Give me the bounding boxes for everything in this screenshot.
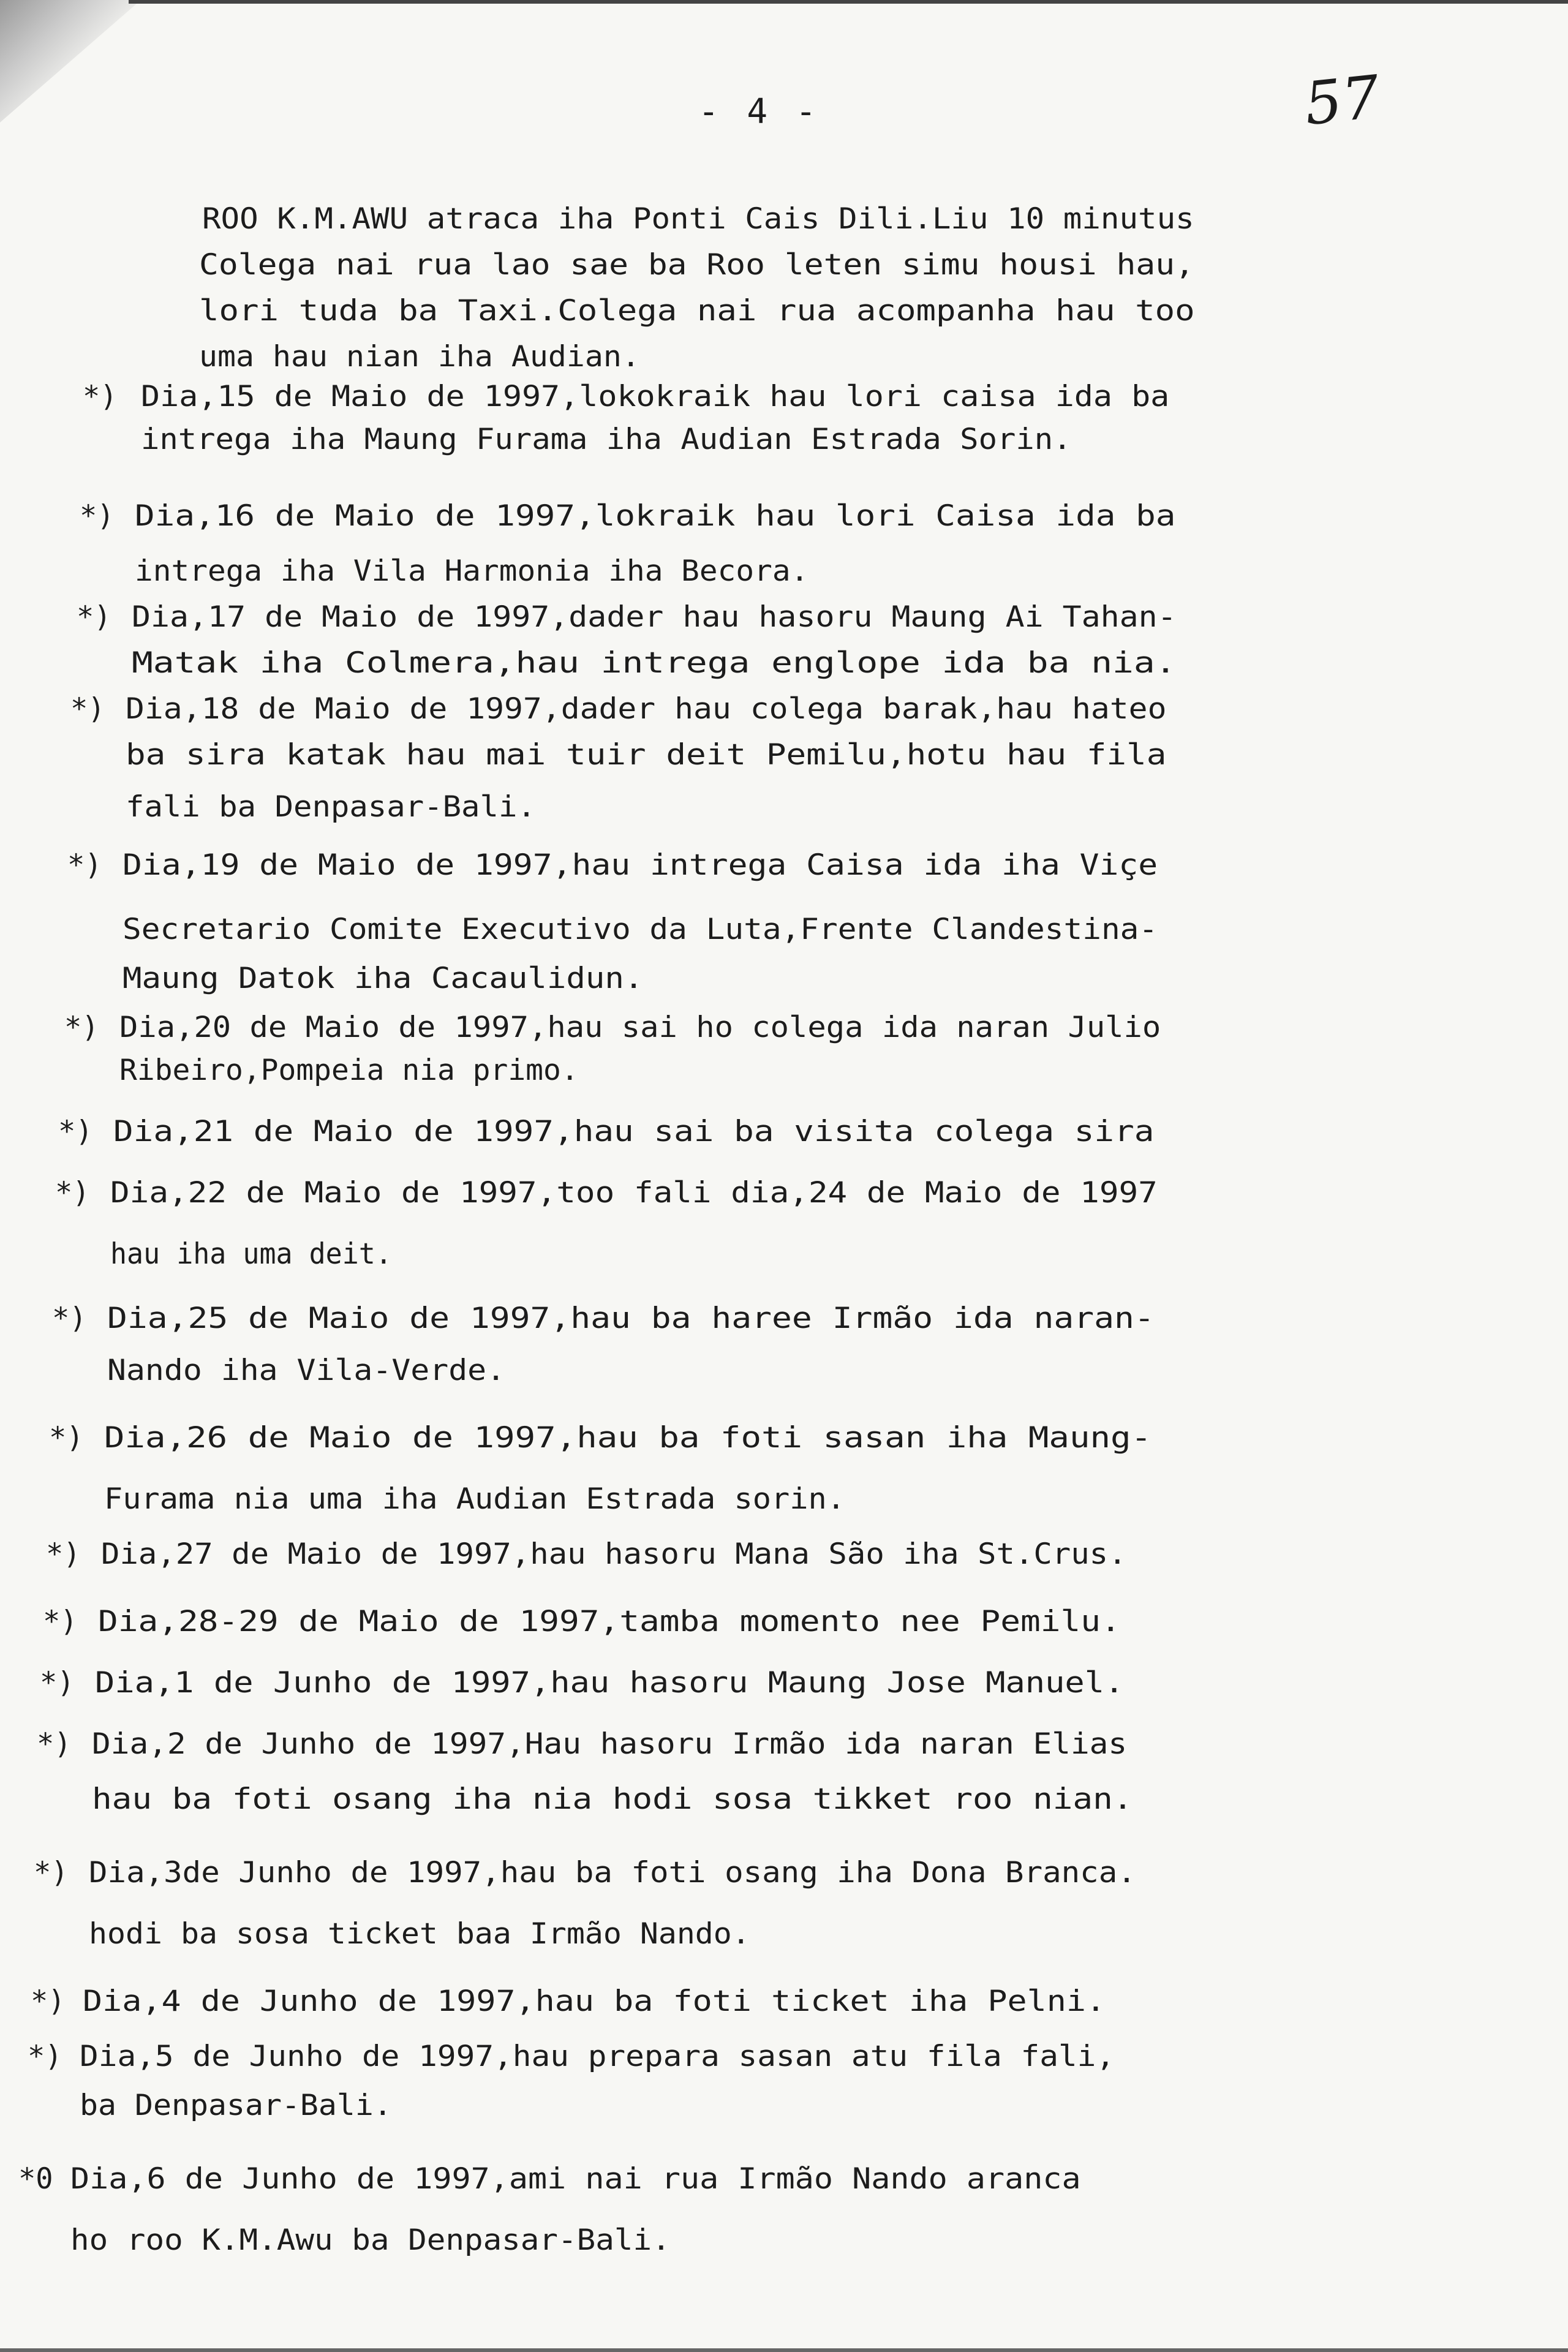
bullet-marker: *0	[18, 2162, 53, 2196]
intro-line: ROO K.M.AWU atraca iha Ponti Cais Dili.Liu 10 minutus	[202, 202, 1194, 236]
entry-line: ho roo K.M.Awu ba Denpasar-Bali.	[70, 2223, 671, 2257]
bullet-marker: *)	[55, 1176, 90, 1210]
entry-line: Dia,20 de Maio de 1997,hau sai ho colega ida naran Julio	[119, 1011, 1161, 1044]
bullet-marker: *)	[49, 1421, 84, 1455]
handwritten-folio-number: 57	[1301, 62, 1383, 139]
entry-line: Dia,17 de Maio de 1997,dader hau hasoru Maung Ai Tahan-	[132, 600, 1177, 634]
intro-line: uma hau nian iha Audian.	[199, 340, 640, 374]
bullet-marker: *)	[52, 1302, 87, 1335]
bullet-marker: *)	[80, 499, 115, 533]
entry-line: Dia,27 de Maio de 1997,hau hasoru Mana São iha St.Crus.	[101, 1537, 1127, 1571]
entry-line: Dia,18 de Maio de 1997,dader hau colega barak,hau hateo	[126, 692, 1167, 726]
entry-line: hodi ba sosa ticket baa Irmão Nando.	[89, 1917, 750, 1951]
bullet-marker: *)	[77, 600, 111, 634]
entry-line: fali ba Denpasar-Bali.	[126, 790, 536, 824]
bullet-marker: *)	[34, 1856, 69, 1890]
entry-line: hau ba foti osang iha nia hodi sosa tikket roo nian.	[92, 1782, 1133, 1816]
bullet-marker: *)	[37, 1727, 72, 1761]
bullet-marker: *)	[83, 380, 118, 413]
intro-line: lori tuda ba Taxi.Colega nai rua acompanha hau too	[199, 294, 1195, 328]
entry-line: Dia,15 de Maio de 1997,lokokraik hau lori caisa ida ba	[141, 380, 1170, 413]
entry-line: Dia,25 de Maio de 1997,hau ba haree Irmão ida naran-	[107, 1302, 1155, 1335]
page-number: - 4 -	[698, 92, 820, 132]
entry-line: Dia,4 de Junho de 1997,hau ba foti ticket iha Pelni.	[83, 1985, 1106, 2018]
entry-line: Secretario Comite Executivo da Luta,Frente Clandestina-	[123, 913, 1158, 946]
entry-line: ba Denpasar-Bali.	[80, 2089, 392, 2122]
bullet-marker: *)	[64, 1011, 99, 1044]
entry-line: Dia,26 de Maio de 1997,hau ba foti sasan iha Maung-	[104, 1421, 1152, 1455]
intro-line: Colega nai rua lao sae ba Roo leten simu housi hau,	[199, 248, 1194, 282]
entry-line: Matak iha Colmera,hau intrega englope ida ba nia.	[132, 646, 1177, 680]
scan-edge-top	[129, 0, 1568, 4]
entry-line: Maung Datok iha Cacaulidun.	[123, 962, 644, 995]
entry-line: Dia,6 de Junho de 1997,ami nai rua Irmão Nando aranca	[70, 2162, 1081, 2196]
bullet-marker: *)	[67, 848, 102, 882]
entry-line: Dia,16 de Maio de 1997,lokraik hau lori Caisa ida ba	[135, 499, 1176, 533]
torn-corner	[0, 0, 141, 123]
entry-line: hau iha uma deit.	[110, 1237, 392, 1271]
scan-edge-bottom	[0, 2348, 1568, 2352]
entry-line: Dia,28-29 de Maio de 1997,tamba momento nee Pemilu.	[98, 1605, 1121, 1638]
entry-line: Ribeiro,Pompeia nia primo.	[119, 1054, 579, 1087]
entry-line: Dia,1 de Junho de 1997,hau hasoru Maung Jose Manuel.	[95, 1666, 1125, 1700]
entry-line: Dia,2 de Junho de 1997,Hau hasoru Irmão ida naran Elias	[92, 1727, 1128, 1761]
entry-line: Dia,21 de Maio de 1997,hau sai ba visita colega sira	[113, 1115, 1155, 1148]
bullet-marker: *)	[43, 1605, 78, 1638]
entry-line: Dia,19 de Maio de 1997,hau intrega Caisa ida iha Viçe	[123, 848, 1158, 882]
entry-line: Nando iha Vila-Verde.	[107, 1354, 506, 1387]
bullet-marker: *)	[70, 692, 105, 726]
bullet-marker: *)	[28, 2040, 62, 2073]
entry-line: intrega iha Vila Harmonia iha Becora.	[135, 554, 809, 588]
bullet-marker: *)	[40, 1666, 75, 1700]
entry-line: intrega iha Maung Furama iha Audian Estrada Sorin.	[141, 423, 1072, 456]
entry-line: ba sira katak hau mai tuir deit Pemilu,hotu hau fila	[126, 738, 1167, 772]
bullet-marker: *)	[58, 1115, 93, 1148]
entry-line: Furama nia uma iha Audian Estrada sorin.	[104, 1482, 845, 1516]
entry-line: Dia,5 de Junho de 1997,hau prepara sasan atu fila fali,	[80, 2040, 1115, 2073]
entry-line: Dia,3de Junho de 1997,hau ba foti osang iha Dona Branca.	[89, 1856, 1136, 1890]
bullet-marker: *)	[46, 1537, 81, 1571]
entry-line: Dia,22 de Maio de 1997,too fali dia,24 de Maio de 1997	[110, 1176, 1158, 1210]
bullet-marker: *)	[31, 1985, 66, 2018]
